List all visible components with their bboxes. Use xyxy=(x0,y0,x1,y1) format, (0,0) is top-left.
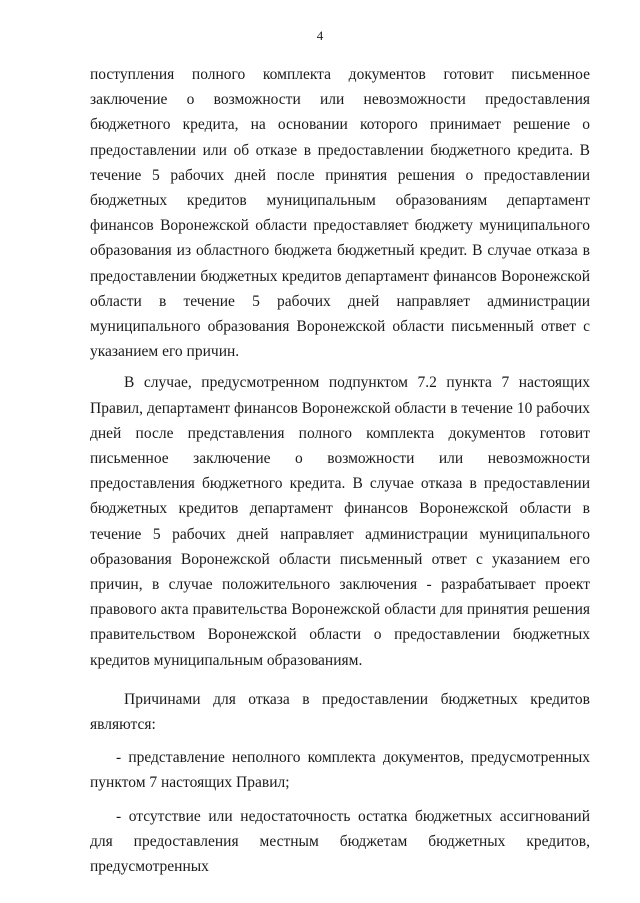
paragraph-case-7-2: В случае, предусмотренном подпунктом 7.2 пункта 7 настоящих Правил, департамент финансов Воронежской области в течение 10 рабочих дней после представления полного комплекта документов готовит письменное заключение о возможности или невозможности предоставления бюджетного кредита. В случае отказа в предоставлении бюджетных кредитов департамент финансов Воронежской области в течение 5 рабочих дней направляет администрации муниципального образования Воронежской области письменный ответ с указанием его причин, в случае положительного заключения - разрабатывает проект правового акта правительства Воронежской области для принятия решения правительством Воронежской области о предоставлении бюджетных кредитов муниципальным образованиям. xyxy=(90,374,590,669)
list-item-insufficient-funds: - отсутствие или недостаточность остатка бюджетных ассигнований для предоставления местным бюджетам бюджетных кредитов, предусмотренных xyxy=(90,807,590,876)
page-number: 4 xyxy=(316,28,324,43)
list-item-incomplete-docs: - представление неполного комплекта документов, предусмотренных пунктом 7 настоящих Правил; xyxy=(90,749,590,792)
paragraph-continuation: поступления полного комплекта документов готовит письменное заключение о возможности или невозможности предоставления бюджетного кредита, на основании которого принимает решение о предоставлении или об отказе в предоставлении бюджетного кредита. В течение 5 рабочих дней после принятия решения о предоставлении бюджетных кредитов муниципальным образованиям департамент финансов Воронежской области предоставляет бюджету муниципального образования из областного бюджета бюджетный кредит. В случае отказа в предоставлении бюджетных кредитов департамент финансов Воронежской области в течение 5 рабочих дней направляет администрации муниципального образования Воронежской области письменный ответ с указанием его причин. xyxy=(90,66,590,361)
document-body xyxy=(90,62,590,879)
paragraph-refusal-reasons: Причинами для отказа в предоставлении бюджетных кредитов являются: xyxy=(90,690,590,734)
